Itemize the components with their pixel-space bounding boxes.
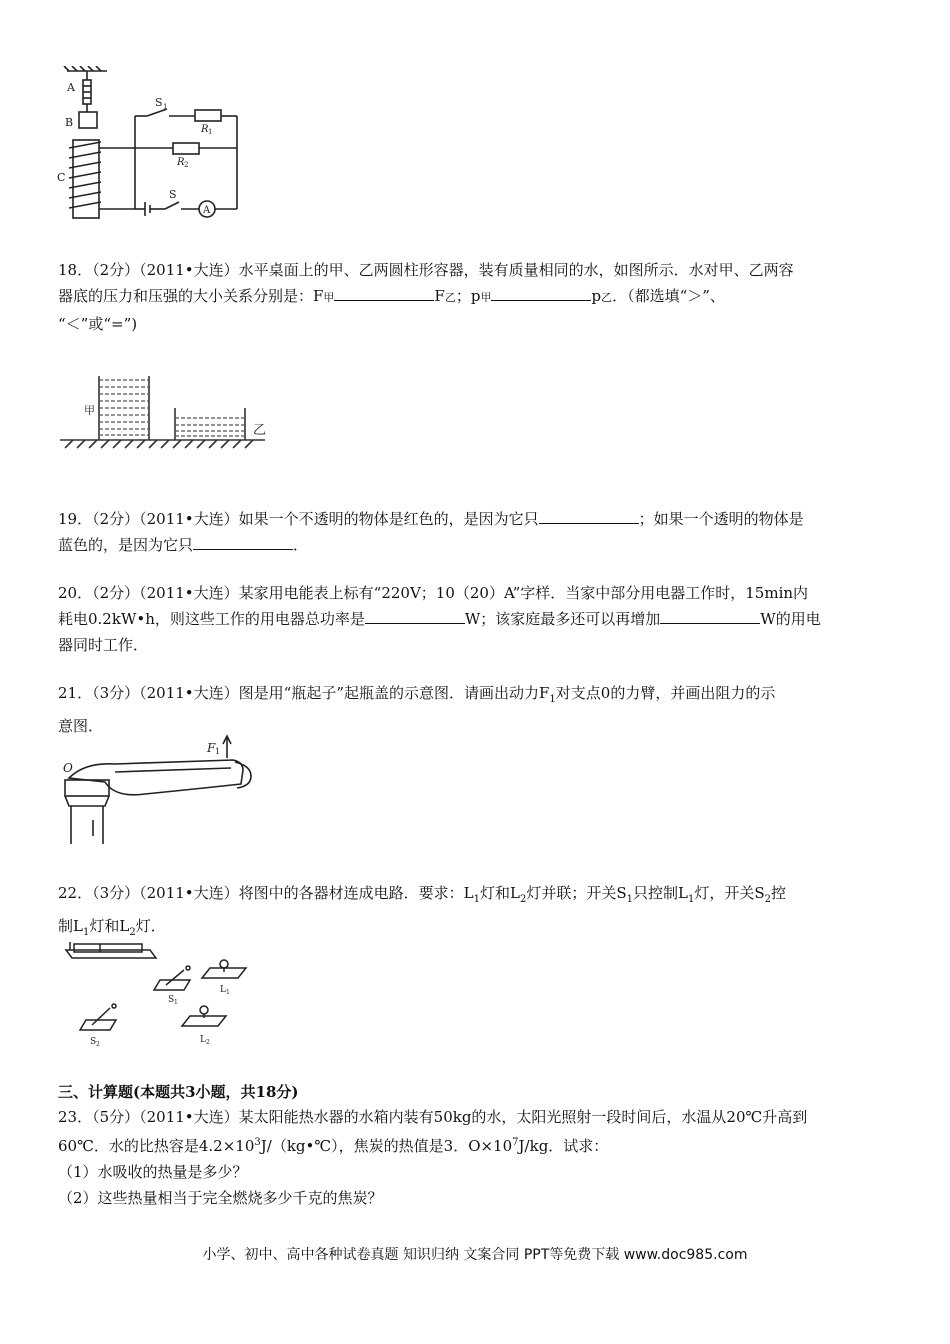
question-18 (58, 257, 896, 337)
question-23: 23．（5分）（2011•大连）某太阳能热水器的水箱内装有50kg的水，太阳光照射一段时间后，水温从20℃升高到 60℃．水的比热容是$4.2\times 10^3J/(kg•℃)$，焦炭的热值是3．$O\times 10^7J/kg$．试求： （1）水吸收的热量是多少？ （2）这些热量相当于完全燃烧多少千克的焦炭？ (58, 1108, 808, 1207)
q18-line2: 器底的压力和压强的大小关系分别是：F甲 F乙；p甲 p乙．（都选填“＞”、 (58, 287, 725, 305)
q18-line3: “＜”或“=”) (58, 315, 138, 333)
bottle-opener-figure (55, 732, 265, 847)
label-s2-sub: 2 (96, 1041, 100, 1048)
label-f1: F (207, 741, 216, 755)
label-s1-sub: 1 (163, 103, 168, 111)
label-r1-sub: 1 (208, 128, 213, 136)
label-b: B (65, 116, 74, 129)
label-f1-sub: 1 (215, 747, 221, 756)
label-r2: R (177, 157, 185, 168)
answer-blank-19a[interactable] (539, 509, 639, 524)
label-s1-sub: 1 (174, 999, 178, 1006)
label-l2-sub: 2 (206, 1039, 210, 1046)
label-s2: S (90, 1037, 97, 1047)
question-20: 20．（2分）（2011•大连）某家用电能表上标有“220V；10（20）A”字样．当家中部分用电器工作时，15min内 耗电0.2kW•h，则这些工作的用电器总功率是 W；该家庭最多还可以再增加 W的用电 器同时工作． (58, 584, 821, 654)
label-r2-sub: 2 (184, 161, 189, 169)
answer-blank-p[interactable] (491, 286, 591, 301)
label-c: C (57, 171, 66, 184)
electromagnet-circuit-figure (55, 66, 245, 226)
question-19: 19．（2分）（2011•大连）如果一个不透明的物体是红色的，是因为它只 ；如果一个透明的物体是 蓝色的，是因为它只 ． (58, 510, 804, 554)
answer-blank-f[interactable] (334, 286, 434, 301)
q18-line1: 18．（2分）（2011•大连）水平桌面上的甲、乙两圆柱形容器，装有质量相同的水，如图所示．水对甲、乙两容 (58, 261, 794, 279)
label-jia: 甲 (84, 404, 95, 417)
label-a: A (67, 81, 75, 94)
section-heading: 三、计算题(本题共3小题，共18分) (58, 1083, 299, 1101)
ammeter-label: A (203, 205, 211, 216)
label-s1: S (168, 995, 175, 1005)
question-21: 21．（3分）（2011•大连）图是用“瓶起子”起瓶盖的示意图．请画出动力$F_1$对支点0的力臂，并画出阻力的示 意图． (58, 684, 776, 735)
label-o: O (63, 761, 73, 775)
label-yi: 乙 (253, 423, 267, 438)
label-s: S (169, 188, 177, 201)
label-r1: R (201, 124, 209, 135)
answer-blank-20b[interactable] (660, 609, 760, 624)
answer-blank-19b[interactable] (193, 535, 293, 550)
label-l2: L (200, 1035, 206, 1045)
answer-blank-20a[interactable] (365, 609, 465, 624)
question-22: 22．（3分）（2011•大连）将图中的各器材连成电路．要求：$L_1$灯和$L_2$灯并联；开关$S_1$只控制$L_1$灯，开关$S_2$控 制$L_1$灯和$L_2$灯． (58, 884, 787, 938)
circuit-components-figure (60, 940, 260, 1050)
label-l1-sub: 1 (226, 989, 230, 996)
footer-text: 小学、初中、高中各种试卷真题 知识归纳 文案合同 PPT等免费下载 www.doc985.com (202, 1247, 748, 1263)
label-s1: S (155, 96, 163, 109)
label-l1: L (220, 985, 226, 995)
containers-figure (55, 368, 275, 458)
